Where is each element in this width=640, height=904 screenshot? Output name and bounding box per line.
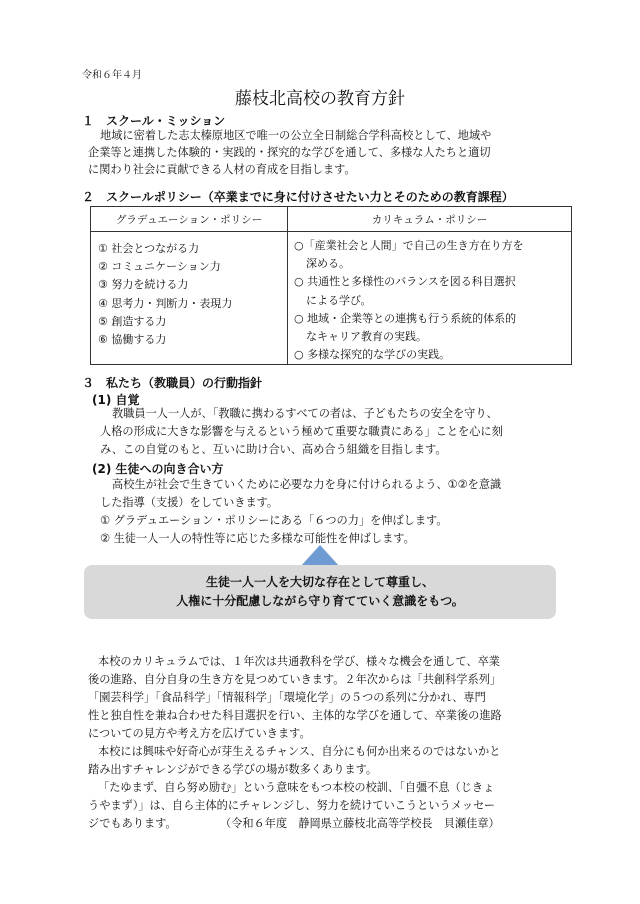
section1-heading: １ スクール・ミッション: [82, 114, 226, 128]
students-line: 高校生が社会で生きていくために必要な力を身に付けられるよう、①②を意識: [112, 478, 502, 491]
section1-line: 地域に密着した志太榛原地区で唯一の公立全日制総合学科高校として、地域や: [100, 129, 492, 142]
students-line: した指導（支援）をしていきます。: [100, 496, 279, 509]
section1-line: に関わり社会に貢献できる人材の育成を目指します。: [88, 163, 356, 176]
commitment-banner: [84, 565, 556, 619]
curriculum-line: 深める。: [306, 257, 350, 271]
banner-line: 生徒一人一人を大切な存在として尊重し、: [205, 575, 434, 589]
subsection-students-heading: (2) 生徒への向き合い方: [92, 462, 224, 476]
curriculum-line: なキャリア教育の実践。: [306, 330, 427, 344]
closing-line: 「園芸科学」「食品科学」「情報科学」「環境化学」の５つの系列に分かれ、専門: [88, 691, 486, 704]
graduation-item: ⑥ 協働する力: [98, 333, 167, 347]
graduation-item: ⑤ 創造する力: [98, 314, 167, 328]
closing-line: 性と独自性を兼ね合わせた科目選択を行い、主体的な学びを通して、卒業後の進路: [88, 709, 502, 722]
curriculum-line: ○ 地域・企業等との連携も行う系統的体系的: [294, 311, 517, 325]
graduation-item: ② コミュニケーション力: [98, 260, 221, 274]
up-arrow-triangle: [300, 545, 340, 567]
signature-line: （令和６年度 静岡県立藤枝北高等学校長 貝瀬佳章）: [220, 817, 500, 830]
closing-line: 踏み出すチャレンジができる学びの場が数多くあります。: [88, 763, 378, 776]
closing-line: 本校のカリキュラムでは、１年次は共通教科を学び、様々な機会を通して、卒業: [98, 655, 500, 668]
awareness-line: 人格の形成に大きな影響を与えるという極めて重要な職責にある」ことを心に刻: [100, 425, 503, 438]
curriculum-policy-header: カリキュラム・ポリシー: [288, 207, 572, 232]
closing-line: についての見方や考え方を広げていきます。: [88, 727, 311, 740]
school-policy-table: [90, 206, 572, 365]
page-title: 藤枝北高校の教育方針: [235, 89, 405, 109]
curriculum-line: ○「産業社会と人間」で自己の生き方在り方を: [294, 239, 524, 252]
section2-heading: ２ スクールポリシー（卒業までに身に付けさせたい力とそのための教育課程）: [82, 190, 514, 204]
curriculum-line: による学び。: [306, 293, 372, 307]
awareness-line: 教職員一人一人が、「教職に携わるすべての者は、子どもたちの安全を守り、: [112, 407, 498, 420]
closing-line: 後の進路、自分自身の生き方を見つめていきます。２年次からは「共創科学系列」: [88, 673, 502, 686]
subsection-awareness-heading: (1) 自覚: [92, 393, 140, 407]
awareness-line: み、この自覚のもと、互いに助け合い、高め合う組織を目指します。: [100, 443, 447, 456]
students-line: ② 生徒一人一人の特性等に応じた多様な可能性を伸ばします。: [100, 532, 415, 545]
closing-line: うやまず）」は、自ら主体的にチャレンジし、努力を続けていこうというメッセー: [88, 799, 495, 812]
curriculum-line: ○ 多様な探究的な学びの実践。: [294, 348, 451, 362]
section1-line: 企業等と連携した体験的・実践的・探究的な学びを通して、多様な人たちと適切: [88, 146, 491, 159]
graduation-item: ① 社会とつながる力: [98, 242, 200, 255]
banner-line: 人権に十分配慮しながら守り育てていく意識をもつ。: [176, 594, 464, 608]
graduation-item: ③ 努力を続ける力: [98, 278, 189, 292]
graduation-item: ④ 思考力・判断力・表現力: [98, 296, 233, 310]
closing-line: ジでもあります。: [88, 817, 177, 830]
graduation-policy-cell: [91, 232, 288, 365]
closing-line: 本校には興味や好奇心が芽生えるチャンス、自分にも何か出来るのではないかと: [98, 745, 501, 758]
students-line: ① グラデュエーション・ポリシーにある「６つの力」を伸ばします。: [100, 514, 448, 527]
curriculum-line: ○ 共通性と多様性のバランスを図る科目選択: [294, 275, 516, 289]
section3-heading: ３ 私たち（教職員）の行動指針: [82, 376, 263, 390]
curriculum-policy-cell: [288, 232, 572, 365]
date-line: 令和６年４月: [82, 70, 142, 81]
closing-line: 「たゆまず、自ら努め励む」という意味をもつ本校の校訓、「自彊不息（じきょ: [98, 781, 495, 794]
graduation-policy-header: グラデュエーション・ポリシー: [91, 207, 288, 232]
